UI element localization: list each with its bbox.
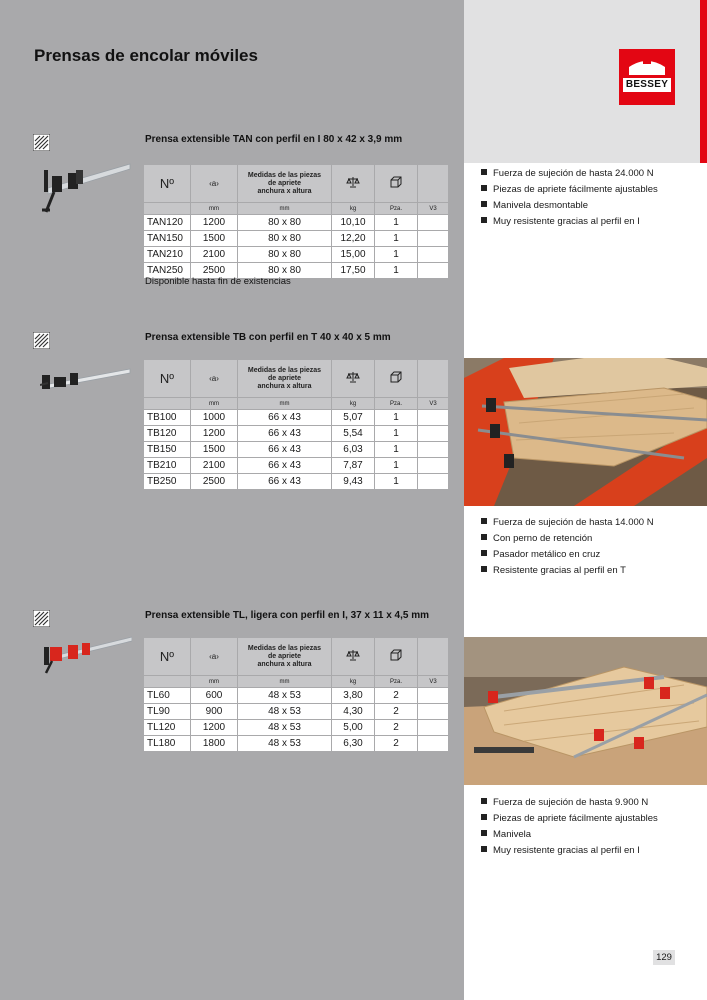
table-row: TB210 2100 66 x 43 7,87 1 [144, 458, 449, 474]
clamp-tl-image [40, 633, 132, 693]
box-icon [375, 165, 418, 203]
grain-pattern-icon [33, 610, 50, 627]
grain-pattern-icon [33, 134, 50, 151]
table-row: TB250 2500 66 x 43 9,43 1 [144, 474, 449, 490]
square-bullet-icon [481, 566, 487, 572]
col-header-length: ‹a› [191, 360, 238, 398]
col-header-length: ‹a› [191, 638, 238, 676]
section-title-tb: Prensa extensible TB con perfil en T 40 x 40 x 5 mm [145, 332, 391, 343]
table-row: TAN250 2500 80 x 80 17,50 1 [144, 263, 449, 279]
list-item: Fuerza de sujeción de hasta 24.000 N [481, 166, 658, 182]
col-header-medidas: Medidas de las piezas de apriete anchura x altura [238, 360, 332, 398]
feature-list-tan [481, 166, 658, 230]
square-bullet-icon [481, 550, 487, 556]
page-number: 129 [653, 950, 675, 965]
spec-table-tan: Nº ‹a› Medidas de las piezas de apriete anchura x altura mm mm kg Pza. V3 TAN120 1200 80 x 80 10,10 1 TAN150 1500 80 x 80 12,20 1 TAN210 2100 80 x 80 15,00 1 TAN250 2500 80 x 80 17,50 1 [143, 164, 449, 279]
spec-table-tb: Nº ‹a› Medidas de las piezas de apriete anchura x altura mm mm kg Pza. V3 TB100 1000 66 x 43 5,07 1 TB120 1200 66 x 43 5,54 1 TB150 1500 66 x 43 6,03 1 TB210 2100 66 x 43 7,87 1 TB250 2500 66 x 43 9,43 1 [143, 359, 449, 490]
list-item: Muy resistente gracias al perfil en I [481, 214, 658, 230]
bessey-logo [619, 49, 675, 105]
workshop-photo-tb [464, 358, 707, 506]
table-row: TB100 1000 66 x 43 5,07 1 [144, 410, 449, 426]
square-bullet-icon [481, 846, 487, 852]
square-bullet-icon [481, 169, 487, 175]
col-header-medidas: Medidas de las piezas de apriete anchura x altura [238, 638, 332, 676]
list-item: Resistente gracias al perfil en T [481, 563, 654, 579]
page-title: Prensas de encolar móviles [34, 46, 258, 65]
logo-wordmark: BESSEY [623, 78, 671, 92]
grain-pattern-icon [33, 332, 50, 349]
square-bullet-icon [481, 201, 487, 207]
feature-list-tb [481, 515, 654, 579]
clamp-tan-image [40, 160, 132, 220]
col-header-medidas: Medidas de las piezas de apriete anchura x altura [238, 165, 332, 203]
table-row: TL60 600 48 x 53 3,80 2 [144, 688, 449, 704]
feature-list-tl [481, 795, 658, 859]
table-row: TAN210 2100 80 x 80 15,00 1 [144, 247, 449, 263]
col-header-no: Nº [144, 638, 191, 676]
list-item: Piezas de apriete fácilmente ajustables [481, 811, 658, 827]
list-item: Muy resistente gracias al perfil en I [481, 843, 658, 859]
list-item: Pasador metálico en cruz [481, 547, 654, 563]
workshop-photo-tl [464, 637, 707, 785]
col-header-no: Nº [144, 360, 191, 398]
square-bullet-icon [481, 518, 487, 524]
clamp-tb-image [40, 355, 132, 415]
box-icon [375, 638, 418, 676]
list-item: Piezas de apriete fácilmente ajustables [481, 182, 658, 198]
table-row: TL90 900 48 x 53 4,30 2 [144, 704, 449, 720]
table-row: TL180 1800 48 x 53 6,30 2 [144, 736, 449, 752]
col-header-length: ‹a› [191, 165, 238, 203]
stock-note: Disponible hasta fin de existencias [145, 276, 291, 287]
section-title-tan: Prensa extensible TAN con perfil en I 80 x 42 x 3,9 mm [145, 134, 403, 145]
list-item: Manivela desmontable [481, 198, 658, 214]
table-row: TL120 1200 48 x 53 5,00 2 [144, 720, 449, 736]
square-bullet-icon [481, 534, 487, 540]
spec-table-tl: Nº ‹a› Medidas de las piezas de apriete anchura x altura mm mm kg Pza. V3 TL60 600 48 x 53 3,80 2 TL90 900 48 x 53 4,30 2 TL120 1200 48 x 53 5,00 2 TL180 1800 48 x 53 6,30 2 [143, 637, 449, 752]
table-row: TAN150 1500 80 x 80 12,20 1 [144, 231, 449, 247]
list-item: Manivela [481, 827, 658, 843]
list-item: Fuerza de sujeción de hasta 14.000 N [481, 515, 654, 531]
scale-icon [332, 165, 375, 203]
square-bullet-icon [481, 814, 487, 820]
table-row: TAN120 1200 80 x 80 10,10 1 [144, 215, 449, 231]
list-item: Con perno de retención [481, 531, 654, 547]
square-bullet-icon [481, 185, 487, 191]
section-title-tl: Prensa extensible TL, ligera con perfil en I, 37 x 11 x 4,5 mm [145, 610, 430, 621]
scale-icon [332, 638, 375, 676]
col-header-no: Nº [144, 165, 191, 203]
red-edge-bar [700, 0, 707, 163]
table-row: TB120 1200 66 x 43 5,54 1 [144, 426, 449, 442]
square-bullet-icon [481, 798, 487, 804]
list-item: Fuerza de sujeción de hasta 9.900 N [481, 795, 658, 811]
scale-icon [332, 360, 375, 398]
table-row: TB150 1500 66 x 43 6,03 1 [144, 442, 449, 458]
square-bullet-icon [481, 830, 487, 836]
square-bullet-icon [481, 217, 487, 223]
box-icon [375, 360, 418, 398]
